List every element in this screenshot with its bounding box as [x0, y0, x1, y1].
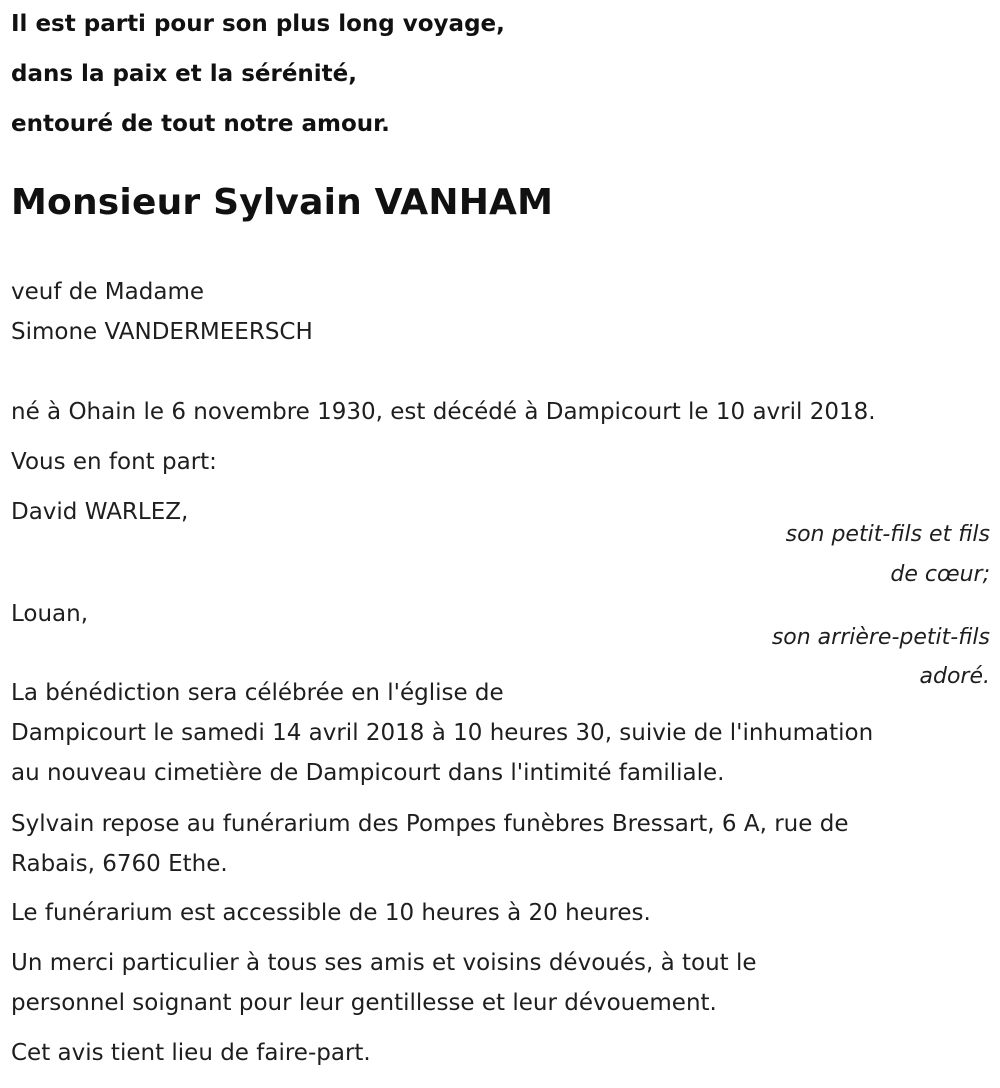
- funerarium-line-1: Sylvain repose au funérarium des Pompes funèbres Bressart, 6 A, rue de: [11, 811, 849, 837]
- closing-text: Cet avis tient lieu de faire-part.: [11, 1040, 371, 1066]
- thanks-line-2: personnel soignant pour leur gentillesse et leur dévouement.: [11, 990, 717, 1016]
- family-member-relation: son arrière-petit-fils: [771, 625, 990, 650]
- ceremony-line-2: Dampicourt le samedi 14 avril 2018 à 10 heures 30, suivie de l'inhumation: [11, 720, 874, 746]
- spouse-line-1: veuf de Madame: [11, 279, 204, 305]
- funerarium-hours: Le funérarium est accessible de 10 heures à 20 heures.: [11, 900, 651, 926]
- announce-text: Vous en font part:: [11, 449, 217, 475]
- birth-death-text: né à Ohain le 6 novembre 1930, est décédé à Dampicourt le 10 avril 2018.: [11, 399, 876, 425]
- family-member-relation: de cœur;: [890, 562, 990, 587]
- ceremony-line-3: au nouveau cimetière de Dampicourt dans l'intimité familiale.: [11, 760, 725, 786]
- thanks-line-1: Un merci particulier à tous ses amis et voisins dévoués, à tout le: [11, 950, 757, 976]
- spouse-line-2: Simone VANDERMEERSCH: [11, 319, 313, 345]
- family-member-name: David WARLEZ,: [11, 499, 189, 525]
- intro-line-3: entouré de tout notre amour.: [11, 111, 390, 137]
- funerarium-line-2: Rabais, 6760 Ethe.: [11, 851, 228, 877]
- ceremony-line-1: La bénédiction sera célébrée en l'église de: [11, 680, 504, 706]
- family-member-relation: adoré.: [919, 664, 990, 689]
- family-member-name: Louan,: [11, 601, 89, 627]
- intro-line-1: Il est parti pour son plus long voyage,: [11, 11, 505, 37]
- deceased-name: Monsieur Sylvain VANHAM: [11, 182, 554, 223]
- family-member-relation: son petit-fils et fils: [785, 522, 990, 547]
- intro-line-2: dans la paix et la sérénité,: [11, 61, 358, 87]
